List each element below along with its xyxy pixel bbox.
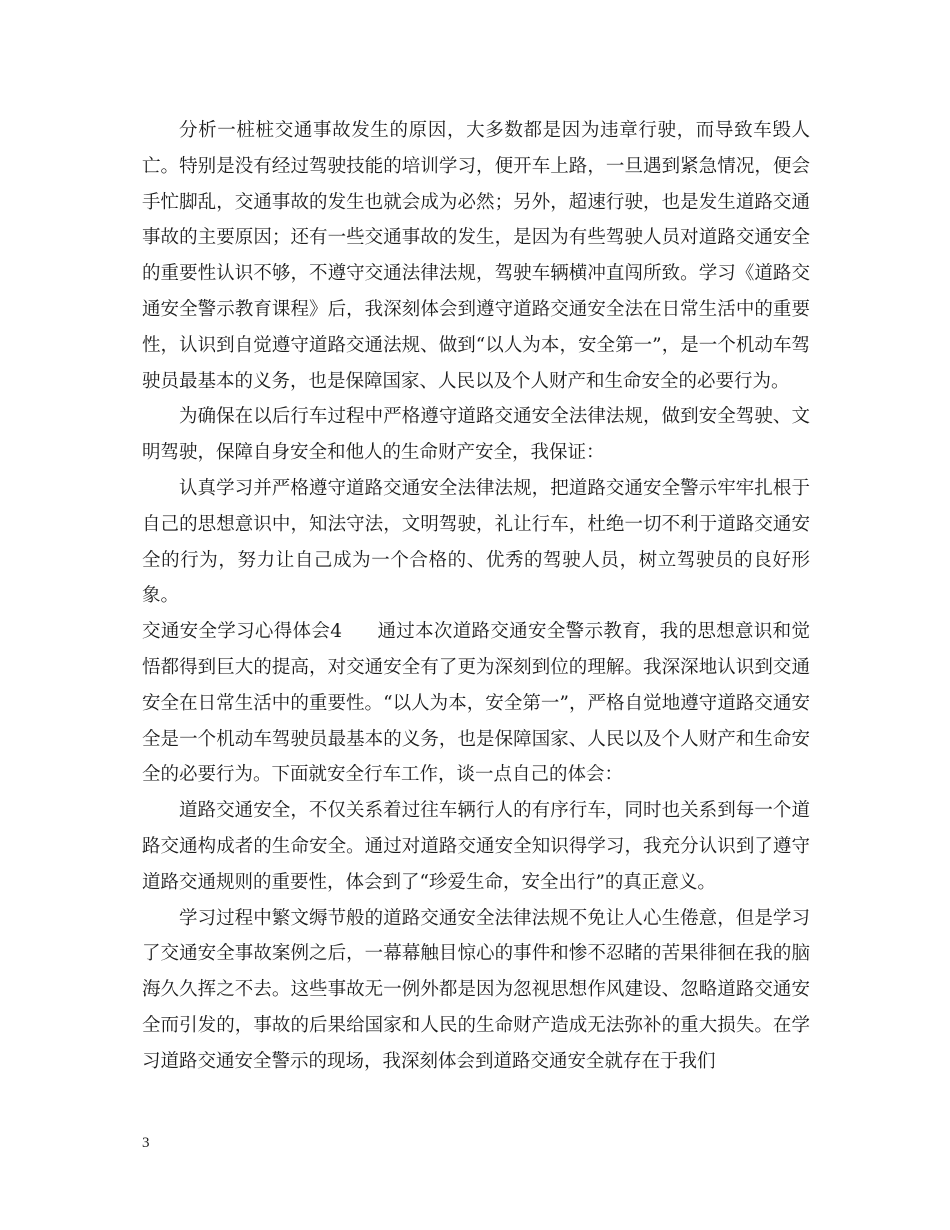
section-heading: 交通安全学习心得体会4 xyxy=(142,621,342,643)
paragraph-road-safety: 道路交通安全，不仅关系着过往车辆行人的有序行车，同时也关系到每一个道路交通构成者的生命安全。通过对道路交通安全知识得学习，我充分认识到了遵守道路交通规则的重要性，体会到了“珍爱生命，安全出行”的真正意义。 xyxy=(142,800,810,893)
document-body xyxy=(142,113,810,1080)
section-first-paragraph: 通过本次道路交通安全警示教育，我的思想意识和觉悟都得到巨大的提高，对交通安全有了更为深刻到位的理解。我深深地认识到交通安全在日常生活中的重要性。“以人为本，安全第一”，严格自觉地遵守道路交通安全是一个机动车驾驶员最基本的义务，也是保障国家、人民以及个人财产和生命安全的必要行为。下面就安全行车工作，谈一点自己的体会： xyxy=(142,621,810,786)
paragraph-pledge-content: 认真学习并严格遵守道路交通安全法律法规，把道路交通安全警示牢牢扎根于自己的思想意识中，知法守法，文明驾驶，礼让行车，杜绝一切不利于道路交通安全的行为，努力让自己成为一个合格的、优秀的驾驶人员，树立驾驶员的良好形象。 xyxy=(142,477,810,607)
page-number: 3 xyxy=(142,1135,150,1151)
paragraph-learning-process: 学习过程中繁文缛节般的道路交通安全法律法规不免让人心生倦意，但是学习了交通安全事故案例之后，一幕幕触目惊心的事件和惨不忍睹的苦果徘徊在我的脑海久久挥之不去。这些事故无一例外都是因为忽视思想作风建设、忽略道路交通安全而引发的，事故的后果给国家和人民的生命财产造成无法弥补的重大损失。在学习道路交通安全警示的现场，我深刻体会到道路交通安全就存在于我们 xyxy=(142,907,810,1072)
paragraph-pledge-intro: 为确保在以后行车过程中严格遵守道路交通安全法律法规，做到安全驾驶、文明驾驶，保障自身安全和他人的生命财产安全，我保证： xyxy=(142,406,810,464)
section-4-block xyxy=(142,614,810,793)
paragraph-accident-causes: 分析一桩桩交通事故发生的原因，大多数都是因为违章行驶，而导致车毁人亡。特别是没有经过驾驶技能的培训学习，便开车上路，一旦遇到紧急情况，便会手忙脚乱，交通事故的发生也就会成为必然；另外，超速行驶，也是发生道路交通事故的主要原因；还有一些交通事故的发生，是因为有些驾驶人员对道路交通安全的重要性认识不够，不遵守交通法律法规，驾驶车辆横冲直闯所致。学习《道路交通安全警示教育课程》后，我深刻体会到遵守道路交通安全法在日常生活中的重要性，认识到自觉遵守道路交通法规、做到“以人为本，安全第一”，是一个机动车驾驶员最基本的义务，也是保障国家、人民以及个人财产和生命安全的必要行为。 xyxy=(142,120,810,392)
